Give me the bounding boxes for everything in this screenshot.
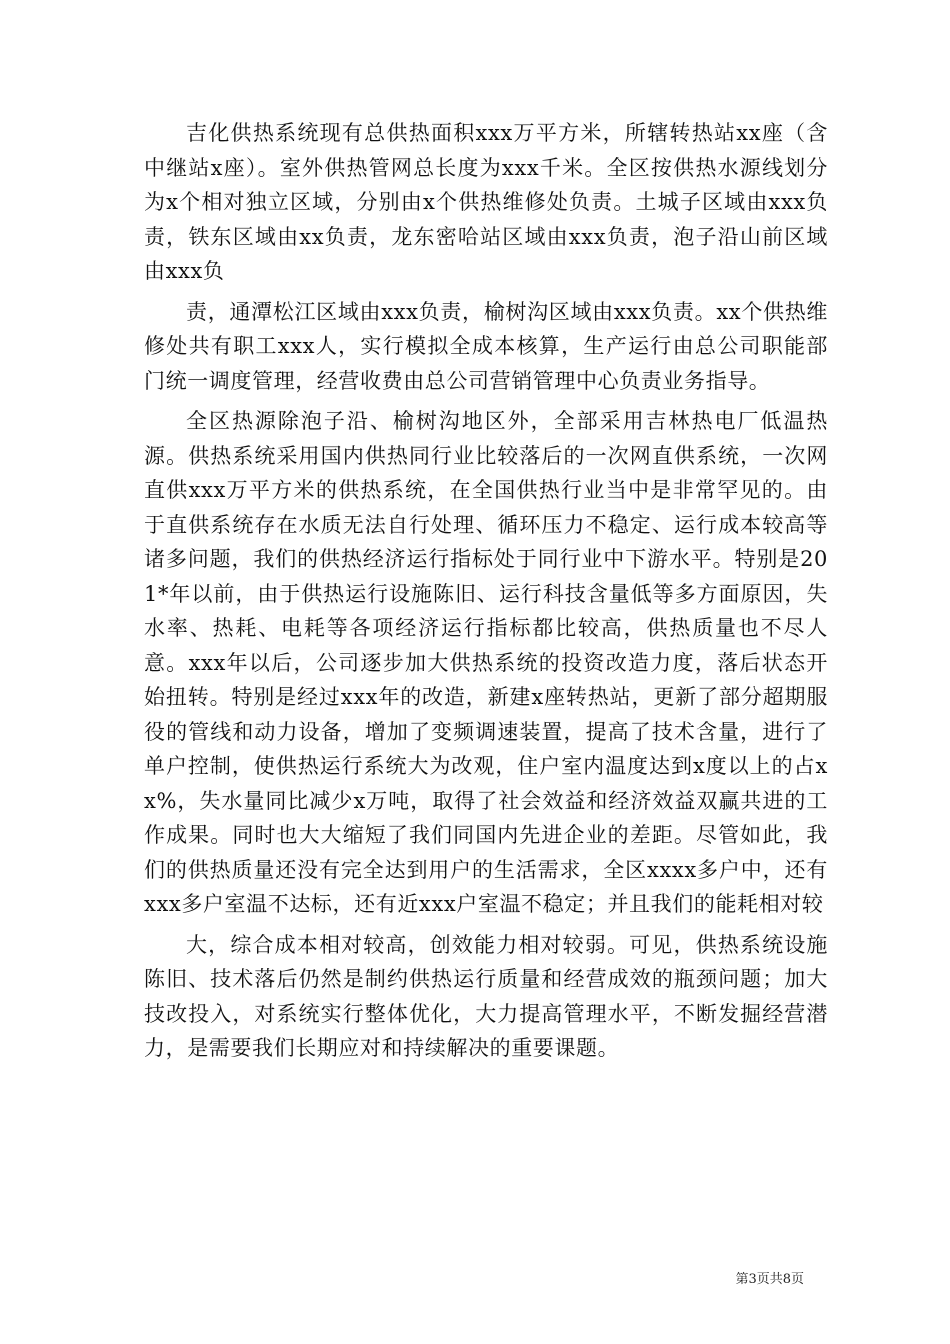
paragraph-3: 全区热源除泡子沿、榆树沟地区外，全部采用吉林热电厂低温热源。供热系统采用国内供热同行业比较落后的一次网直供系统，一次网直供xxx万平方米的供热系统，在全国供热行业当中是非常罕见的。由于直供系统存在水质无法自行处理、循环压力不稳定、运行成本较高等诸多问题，我们的供热经济运行指标处于同行业中下游水平。特别是201*年以前，由于供热运行设施陈旧、运行科技含量低等多方面原因，失水率、热耗、电耗等各项经济运行指标都比较高，供热质量也不尽人意。xxx年以后，公司逐步加大供热系统的投资改造力度，落后状态开始扭转。特别是经过xxx年的改造，新建x座转热站，更新了部分超期服役的管线和动力设备，增加了变频调速装置，提高了技术含量，进行了单户控制，使供热运行系统大为改观，住户室内温度达到x度以上的占xx%，失水量同比减少x万吨，取得了社会效益和经济效益双赢共进的工作成果。同时也大大缩短了我们同国内先进企业的差距。尽管如此，我们的供热质量还没有完全达到用户的生活需求，全区xxxx多户中，还有xxx多户室温不达标，还有近xxx户室温不稳定；并且我们的能耗相对较 [144,409,828,916]
paragraph-1: 吉化供热系统现有总供热面积xxx万平方米，所辖转热站xx座（含中继站x座）。室外供热管网总长度为xxx千米。全区按供热水源线划分为x个相对独立区域，分别由x个供热维修处负责。土城子区域由xxx负责，铁东区域由xx负责，龙东密哈站区域由xxx负责，泡子沿山前区域由xxx负 [144,121,828,283]
document-body [144,116,828,1072]
page-number: 第3页共8页 [735,1272,804,1287]
paragraph-2: 责，通潭松江区域由xxx负责，榆树沟区域由xxx负责。xx个供热维修处共有职工xxx人，实行模拟全成本核算，生产运行由总公司职能部门统一调度管理，经营收费由总公司营销管理中心负责业务指导。 [144,299,828,393]
paragraph-4: 大，综合成本相对较高，创效能力相对较弱。可见，供热系统设施陈旧、技术落后仍然是制约供热运行质量和经营成效的瓶颈问题；加大技改投入，对系统实行整体优化，大力提高管理水平，不断发掘经营潜力，是需要我们长期应对和持续解决的重要课题。 [144,932,828,1060]
